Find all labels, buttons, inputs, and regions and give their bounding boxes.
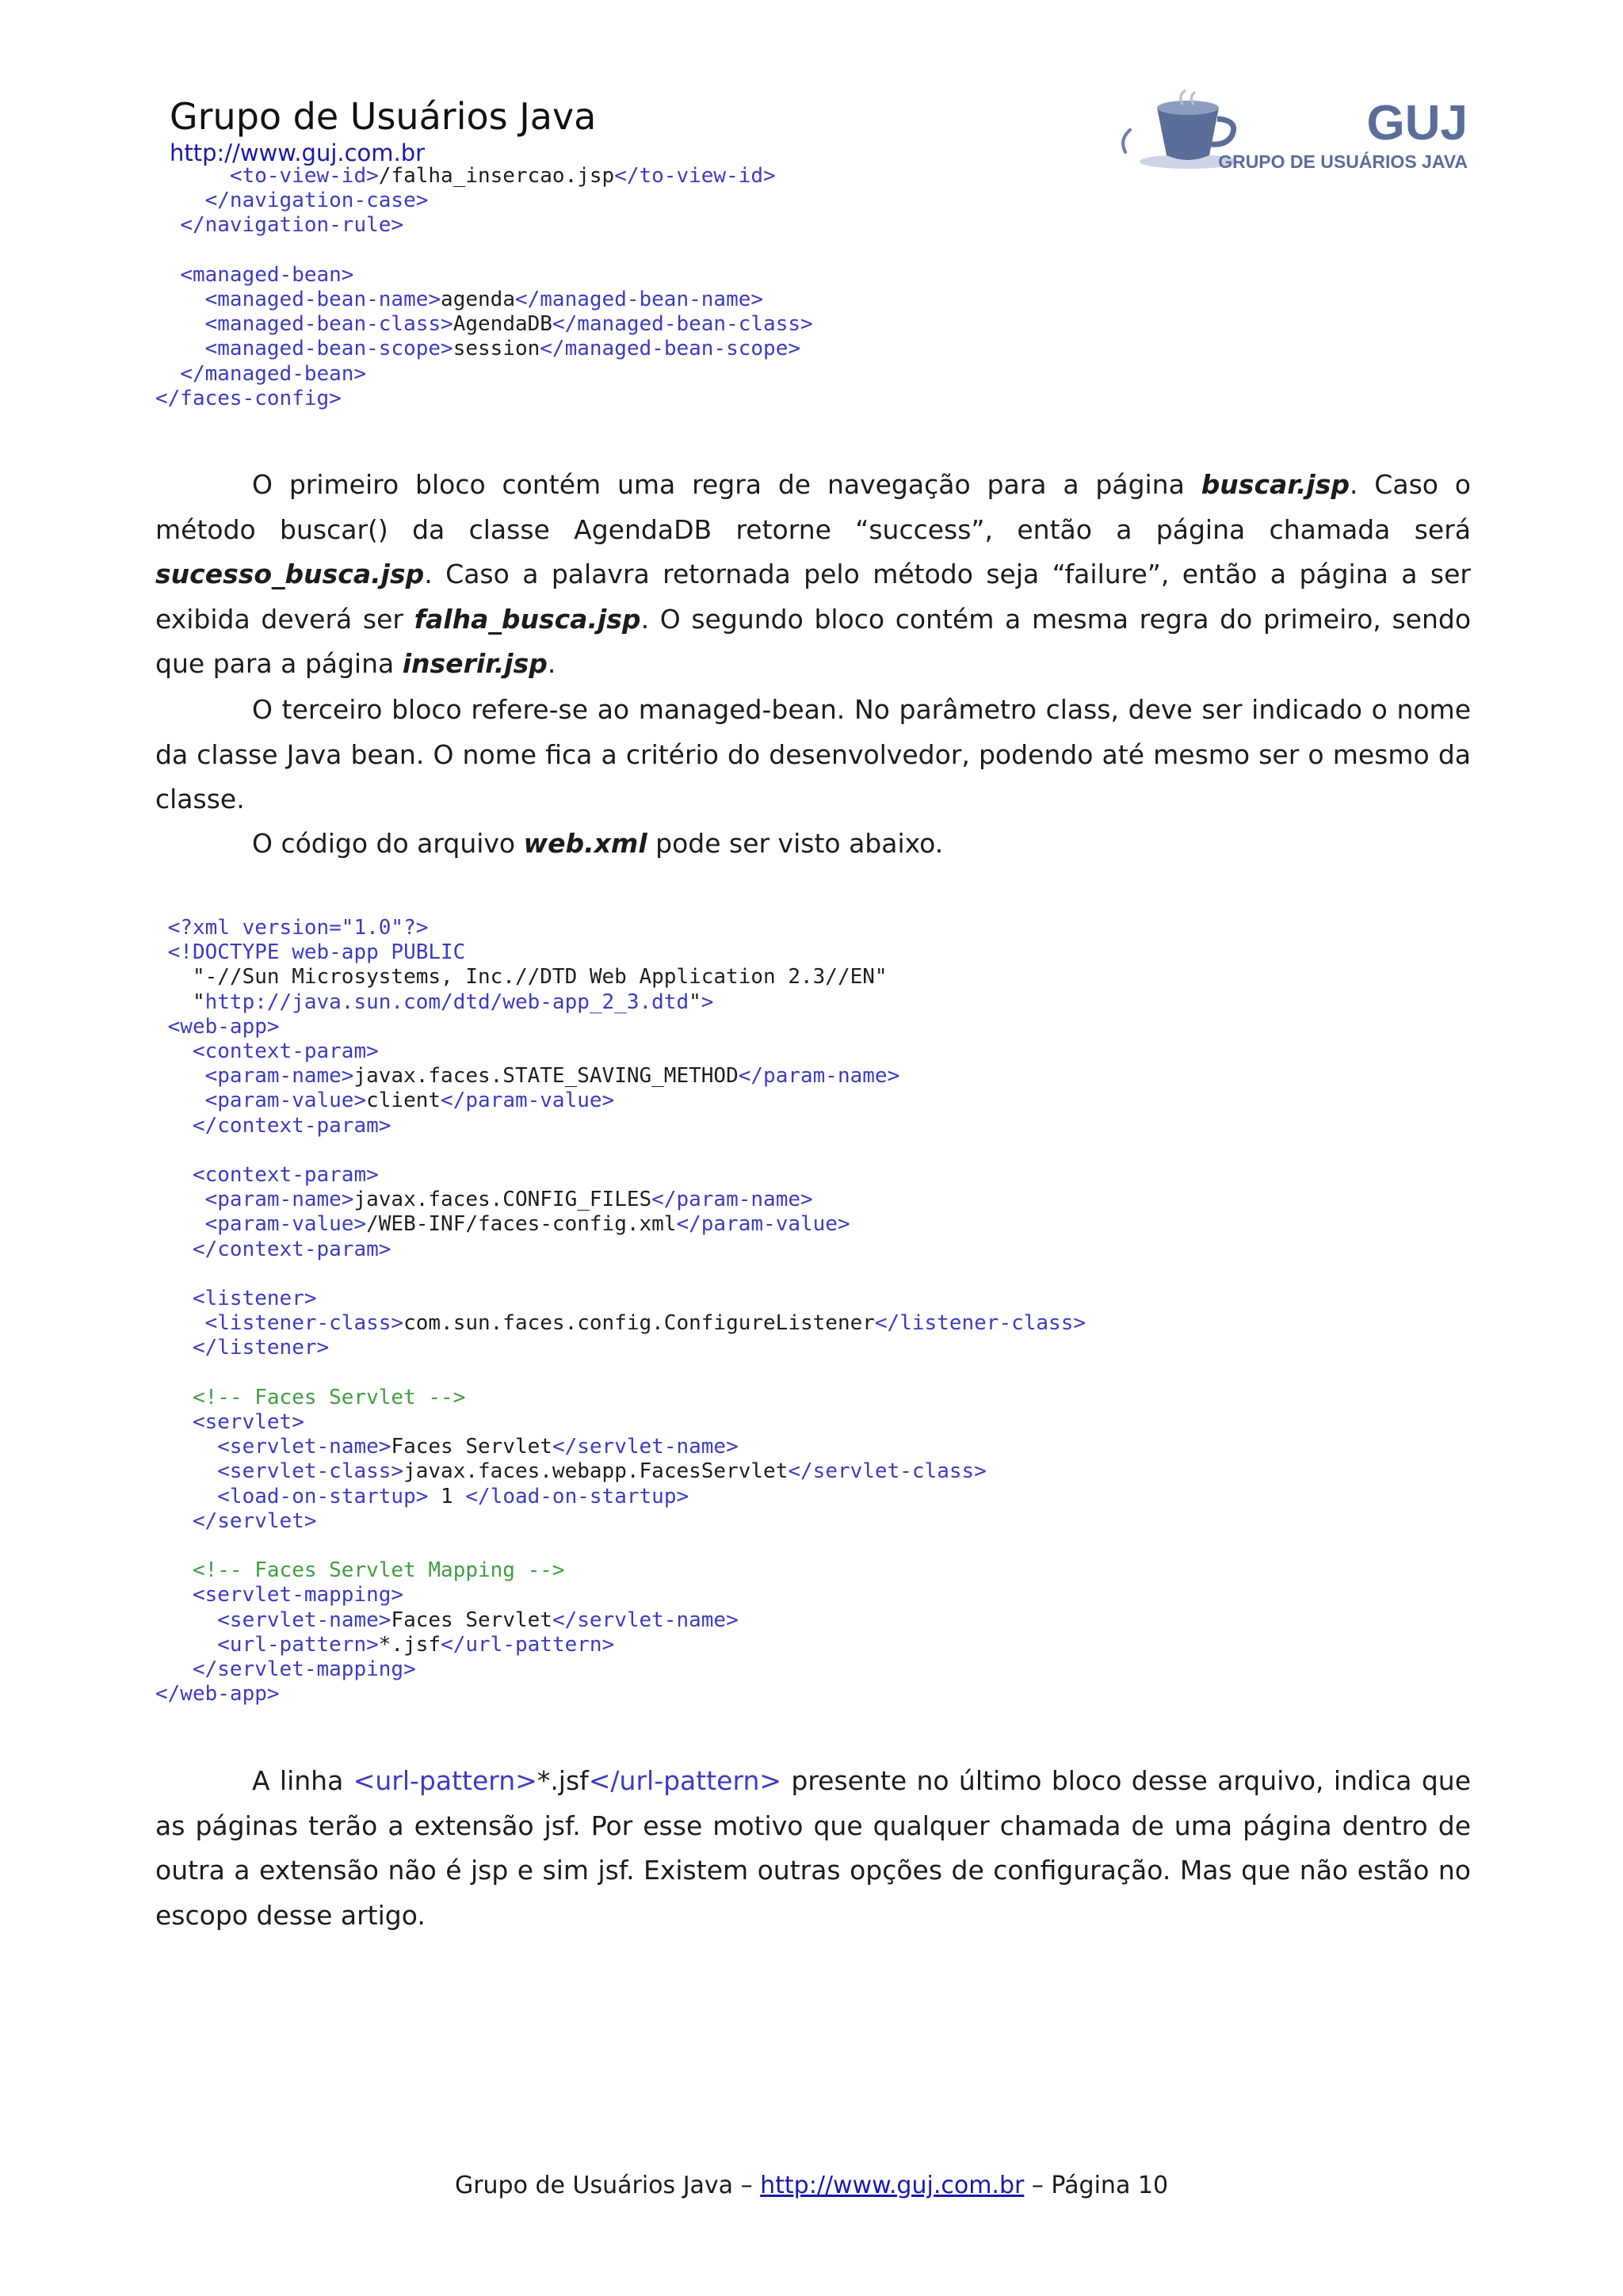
- code-tag: </context-param>: [192, 1237, 391, 1261]
- code-text: "-//Sun Microsystems, Inc.//DTD Web Application 2.3//EN": [192, 965, 888, 990]
- code-tag: <context-param>: [192, 1039, 379, 1064]
- code-text: agenda: [441, 288, 515, 312]
- code-tag: <servlet-mapping>: [192, 1583, 404, 1608]
- code-line: [155, 1089, 614, 1112]
- code-tag: <param-name>: [204, 1064, 354, 1089]
- code-indent: [155, 213, 180, 237]
- code-line: [155, 1608, 739, 1632]
- code-indent: [155, 1336, 193, 1360]
- code-text: Faces Servlet: [391, 1435, 552, 1459]
- code-indent: [155, 337, 205, 360]
- code-tag: <servlet-class>: [217, 1459, 404, 1484]
- code-tag: <servlet>: [192, 1410, 304, 1435]
- code-line: [155, 1509, 317, 1533]
- code-indent: [155, 1459, 217, 1483]
- code-indent: [155, 1386, 193, 1409]
- code-indent: [155, 1015, 168, 1039]
- code-tag: </faces-config>: [155, 386, 342, 410]
- code-indent: [155, 1583, 193, 1607]
- code-line: [155, 164, 776, 188]
- code-text: session: [453, 337, 540, 361]
- paragraph-text: . Caso o método buscar() da classe AgendaDB retorne “success”, então a página chamada será: [155, 469, 1472, 545]
- code-line: [155, 1287, 317, 1310]
- code-tag: </servlet-name>: [552, 1435, 739, 1459]
- code-line: [155, 1336, 329, 1360]
- inline-code-tag: </url-pattern>: [588, 1765, 782, 1796]
- code-line: [155, 1039, 379, 1063]
- code-indent: [155, 1089, 205, 1112]
- code-line: [155, 1064, 899, 1088]
- paragraph-text: O terceiro bloco refere-se ao managed-bean. No parâmetro class, deve ser indicado o nome da classe Java bean. O nome fica a critério do desenvolvedor, podendo até mesmo ser o mesmo da classe.: [155, 694, 1471, 814]
- paragraph-managed-bean: [155, 688, 1471, 822]
- code-tag: <url-pattern>: [217, 1632, 379, 1657]
- code-text: /falha_insercao.jsp: [378, 164, 615, 188]
- code-indent: [155, 940, 168, 964]
- code-line: [155, 337, 800, 360]
- code-indent: [155, 1558, 193, 1582]
- code-tag: </servlet-class>: [788, 1459, 987, 1484]
- code-block-web-xml: [155, 916, 1086, 1707]
- code-tag: <context-param>: [192, 1163, 379, 1188]
- code-tag: </to-view-id>: [614, 164, 776, 188]
- code-line: [155, 1114, 391, 1138]
- logo-text-main: GUJ: [1366, 96, 1468, 151]
- code-tag: <managed-bean-class>: [204, 312, 453, 337]
- code-line: [155, 940, 465, 964]
- code-line: [155, 1583, 403, 1607]
- code-line: [155, 1558, 565, 1582]
- code-indent: [155, 263, 180, 287]
- code-indent: [155, 1287, 193, 1310]
- code-tag: <param-value>: [204, 1212, 367, 1237]
- code-indent: [155, 1633, 217, 1657]
- code-tag: >: [701, 990, 714, 1014]
- code-text: /WEB-INF/faces-config.xml: [366, 1212, 677, 1237]
- filename-emphasis: buscar.jsp: [1201, 469, 1350, 500]
- code-indent: [155, 965, 193, 989]
- code-indent: [155, 1039, 193, 1063]
- header-title: Grupo de Usuários Java: [170, 95, 597, 138]
- code-line: [155, 1459, 987, 1483]
- code-comment: <!-- Faces Servlet -->: [192, 1385, 466, 1409]
- paragraph-text: . Caso a palavra retornada pelo método seja “failure”, então a página a ser exibida deverá ser: [155, 559, 1471, 635]
- paragraph-web-xml-intro: [155, 822, 1471, 867]
- code-indent: [155, 990, 193, 1014]
- code-line: [155, 362, 366, 386]
- code-tag: <listener-class>: [204, 1311, 404, 1336]
- footer-link[interactable]: http://www.guj.com.br: [760, 2172, 1025, 2199]
- code-tag: </servlet-mapping>: [192, 1657, 416, 1682]
- code-line: [155, 1485, 689, 1508]
- code-indent: [155, 1212, 205, 1236]
- paragraph-text: pode ser visto abaixo.: [647, 828, 944, 859]
- code-tag: </load-on-startup>: [465, 1484, 689, 1508]
- code-tag: <to-view-id>: [229, 164, 379, 188]
- code-indent: [155, 1163, 193, 1187]
- code-tag: <web-app>: [167, 1014, 280, 1039]
- code-indent: [155, 1064, 205, 1088]
- code-indent: [155, 916, 168, 940]
- paragraph-navigation-rule: [155, 463, 1471, 687]
- code-indent: [155, 362, 180, 386]
- code-tag: <?xml version="1.0"?>: [167, 916, 429, 940]
- code-line: [155, 990, 713, 1014]
- code-line: [155, 916, 428, 940]
- code-indent: [155, 1188, 205, 1211]
- code-text: Faces Servlet: [391, 1608, 552, 1632]
- filename-emphasis: web.xml: [523, 828, 647, 859]
- logo-text-sub: GRUPO DE USUÁRIOS JAVA: [1218, 151, 1468, 172]
- code-text: javax.faces.STATE_SAVING_METHOD: [353, 1064, 739, 1089]
- code-indent: [155, 1410, 193, 1434]
- code-tag: <servlet-name>: [217, 1435, 391, 1459]
- code-line: [155, 1435, 739, 1459]
- code-indent: [155, 1509, 193, 1533]
- code-tag: </managed-bean>: [180, 361, 367, 386]
- code-text: client: [366, 1089, 441, 1113]
- code-indent: [155, 1435, 217, 1459]
- paragraph-text: O código do arquivo: [252, 828, 524, 859]
- code-tag: <servlet-name>: [217, 1608, 391, 1632]
- code-tag: </param-name>: [651, 1188, 813, 1212]
- code-line: [155, 1188, 813, 1211]
- code-text: com.sun.faces.config.ConfigureListener: [403, 1311, 875, 1336]
- code-indent: [155, 1114, 193, 1138]
- guj-logo: [1116, 89, 1472, 176]
- paragraph-url-pattern: [155, 1759, 1471, 1938]
- footer-page-number: – Página 10: [1024, 2172, 1169, 2199]
- code-line: [155, 288, 763, 311]
- code-tag: </listener-class>: [874, 1311, 1086, 1336]
- paragraph-text: . O segundo bloco contém a mesma regra do primeiro, sendo que para a página: [155, 603, 1472, 679]
- code-tag: </web-app>: [155, 1682, 280, 1707]
- code-indent: [155, 1657, 193, 1681]
- code-line: [155, 1410, 304, 1434]
- code-indent: [155, 312, 205, 336]
- code-tag: </managed-bean-name>: [514, 288, 764, 312]
- code-indent: [155, 1238, 193, 1261]
- code-line: [155, 1633, 614, 1657]
- code-indent: [155, 164, 230, 188]
- code-tag: </navigation-case>: [204, 189, 429, 213]
- code-line: [155, 1657, 416, 1681]
- paragraph-text: .: [547, 648, 556, 679]
- code-line: [155, 1311, 1086, 1335]
- code-line: [155, 189, 428, 212]
- code-tag: </servlet-name>: [552, 1608, 739, 1632]
- code-indent: [155, 1608, 217, 1632]
- header-url[interactable]: http://www.guj.com.br: [170, 139, 426, 166]
- code-line: [155, 1212, 850, 1236]
- filename-emphasis: inserir.jsp: [402, 648, 548, 679]
- code-tag: http://java.sun.com/dtd/web-app_2_3.dtd: [204, 990, 689, 1014]
- code-tag: </param-value>: [441, 1089, 615, 1113]
- code-line: [155, 213, 403, 237]
- code-text: ": [689, 990, 701, 1014]
- paragraph-text: O primeiro bloco contém uma regra de navegação para a página: [252, 469, 1201, 500]
- page-footer: [0, 2172, 1623, 2199]
- code-tag: <load-on-startup>: [217, 1484, 429, 1508]
- code-tag: </param-value>: [676, 1212, 850, 1237]
- code-text: javax.faces.webapp.FacesServlet: [403, 1459, 789, 1484]
- code-comment: <!-- Faces Servlet Mapping -->: [192, 1558, 565, 1583]
- code-tag: </managed-bean-class>: [552, 312, 813, 337]
- paragraph-text: *.jsf: [537, 1765, 589, 1796]
- code-indent: [155, 1311, 205, 1335]
- code-line: [155, 312, 813, 336]
- filename-emphasis: sucesso_busca.jsp: [155, 559, 425, 589]
- code-block-faces-config: [155, 164, 813, 411]
- code-text: *.jsf: [378, 1632, 441, 1657]
- code-tag: </listener>: [192, 1336, 330, 1360]
- code-tag: <param-value>: [204, 1089, 367, 1113]
- code-tag: </managed-bean-scope>: [540, 337, 801, 361]
- code-tag: <param-name>: [204, 1188, 354, 1212]
- code-line: [155, 387, 342, 410]
- code-line: [155, 1386, 465, 1409]
- code-tag: <listener>: [192, 1287, 317, 1311]
- paragraph-text: presente no último bloco desse arquivo, indica que as páginas terão a extensão jsf. Por esse motivo que qualquer chamada de uma página dentro de outra a extensão não é jsp e sim jsf. Existem outras opções de configuração. Mas que não estão no escopo desse artigo.: [155, 1765, 1471, 1931]
- code-tag: </servlet>: [192, 1508, 317, 1533]
- code-tag: </url-pattern>: [441, 1632, 615, 1657]
- code-line: [155, 1682, 280, 1706]
- code-line: [155, 263, 353, 287]
- inline-code-tag: <url-pattern>: [353, 1765, 537, 1796]
- code-tag: <managed-bean-scope>: [204, 337, 453, 361]
- code-text: javax.faces.CONFIG_FILES: [353, 1188, 652, 1212]
- code-text: 1: [428, 1484, 466, 1508]
- code-tag: <!DOCTYPE web-app PUBLIC: [167, 940, 466, 965]
- code-indent: [155, 189, 205, 212]
- code-tag: </navigation-rule>: [180, 213, 404, 238]
- code-tag: <managed-bean-name>: [204, 288, 441, 312]
- code-tag: </context-param>: [192, 1113, 391, 1138]
- code-indent: [155, 1485, 217, 1508]
- code-line: [155, 1238, 391, 1261]
- footer-prefix: Grupo de Usuários Java –: [454, 2172, 761, 2199]
- code-tag: <managed-bean>: [180, 262, 354, 287]
- code-text: ": [192, 990, 205, 1014]
- code-line: [155, 965, 888, 989]
- code-tag: </param-name>: [738, 1064, 900, 1089]
- filename-emphasis: falha_busca.jsp: [414, 603, 641, 635]
- code-text: AgendaDB: [453, 312, 552, 337]
- code-indent: [155, 288, 205, 311]
- code-line: [155, 1015, 280, 1039]
- paragraph-text: A linha: [252, 1765, 353, 1796]
- code-line: [155, 1163, 379, 1187]
